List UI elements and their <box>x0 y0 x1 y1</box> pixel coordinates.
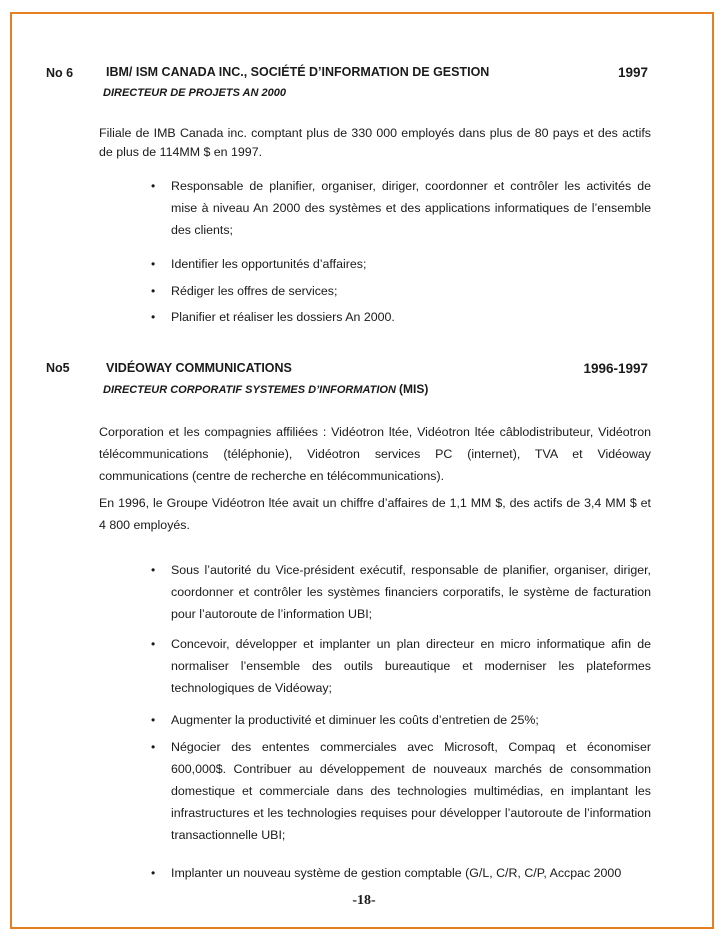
list-item: • Responsable de planifier, organiser, diriger, coordonner et contrôler les activités de mise à niveau An 2000 des systèmes et des applications informatiques de l’ensemble des clients; <box>151 175 651 241</box>
bullet-icon: • <box>151 257 156 271</box>
company-description: Corporation et les compagnies affiliées : Vidéotron ltée, Vidéotron ltée câblodistributeur, Vidéotron télécommunications (téléphonie), Vidéotron services PC (internet), TVA et Vidéoway communications (centre de recherche en télécommunications). <box>99 425 651 483</box>
company-name: VIDÉOWAY COMMUNICATIONS <box>106 361 292 375</box>
entry-year: 1997 <box>617 65 648 80</box>
job-title: DIRECTEUR CORPORATIF SYSTEMES D’INFORMATION (MIS) <box>103 382 429 396</box>
list-item: • Rédiger les offres de services; <box>151 280 651 302</box>
bullet-icon: • <box>151 310 156 324</box>
list-item: • Augmenter la productivité et diminuer les coûts d’entretien de 25%; <box>151 709 651 731</box>
bullet-icon: • <box>151 713 156 727</box>
bullet-icon: • <box>151 866 156 880</box>
bullet-icon: • <box>151 637 156 651</box>
list-item: • Sous l’autorité du Vice-président exécutif, responsable de planifier, organiser, diriger, coordonner et contrôler les systèmes financiers corporatifs, le système de facturation pour l’autoroute de l’information UBI; <box>151 559 651 625</box>
list-item: • Concevoir, développer et implanter un plan directeur en micro informatique afin de normaliser l’ensemble des outils bureautique et moderniser les plateformes technologiques de Vidéoway; <box>151 633 651 699</box>
entry-year: 1996-1997 <box>583 361 648 376</box>
company-description: Filiale de IMB Canada inc. comptant plus de 330 000 employés dans plus de 80 pays et des actifs de plus de 114MM $ en 1997. <box>99 126 651 159</box>
bullet-icon: • <box>151 563 156 577</box>
list-item: • Implanter un nouveau système de gestion comptable (G/L, C/R, C/P, Accpac 2000 <box>151 862 651 884</box>
company-name: IBM/ ISM CANADA INC., SOCIÉTÉ D’INFORMATION DE GESTION <box>106 65 490 79</box>
list-item: • Planifier et réaliser les dossiers An 2000. <box>151 306 651 328</box>
page-number: -18- <box>352 893 376 908</box>
bullet-icon: • <box>151 740 156 754</box>
list-item: • Identifier les opportunités d’affaires; <box>151 253 651 275</box>
list-item: • Négocier des ententes commerciales avec Microsoft, Compaq et économiser 600,000$. Contribuer au développement de nouveaux marchés de consommation domestique et commerciale dans des technologies multimédias, en implantant les infrastructures et les technologies requises pour développer l’autoroute de l’information transactionnelle UBI; <box>151 736 651 846</box>
entry-number: No5 <box>46 361 70 375</box>
job-title: DIRECTEUR DE PROJETS AN 2000 <box>103 87 286 99</box>
bullet-icon: • <box>151 179 156 193</box>
bullet-icon: • <box>151 284 156 298</box>
entry-number: No 6 <box>46 66 74 80</box>
company-figures: En 1996, le Groupe Vidéotron ltée avait un chiffre d’affaires de 1,1 MM $, des actifs de 3,4 MM $ et 4 800 employés. <box>99 496 651 532</box>
